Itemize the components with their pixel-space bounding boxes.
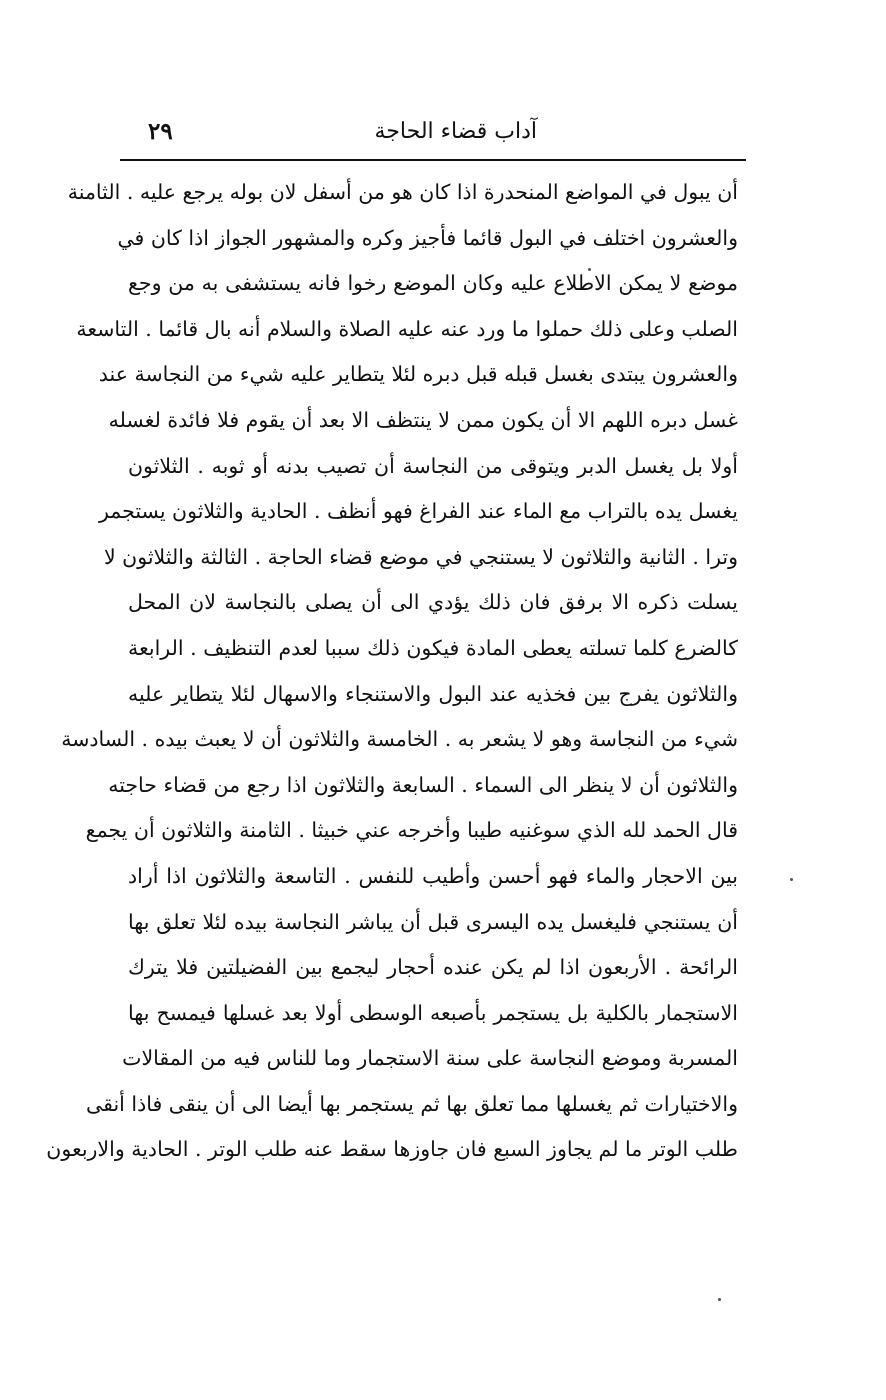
text-line: يسلت ذكره الا برفق فان ذلك يؤدي الى أن يصلى بالنجاسة لان المحل — [128, 590, 738, 615]
text-line: موضع لا يمكن الاطلاع عليه وكان الموضع رخوا فانه يستشفى به من وجع — [128, 271, 738, 296]
scan-speck — [718, 1298, 721, 1301]
text-line: الاستجمار بالكلية بل يستجمر بأصبعه الوسطى أولا بعد غسلها فيمسح بها — [128, 1000, 738, 1025]
text-line: غسل دبره اللهم الا أن يكون ممن لا ينتظف الا بعد أن يقوم فلا فائدة لغسله — [108, 407, 738, 432]
text-line: والثلاثون يفرج بين فخذيه عند البول والاستنجاء والاسهال لئلا يتطاير عليه — [128, 681, 738, 706]
text-line: والعشرون اختلف في البول قائما فأجيز وكره والمشهور الجواز اذا كان في — [117, 225, 738, 250]
page-number: ٢٩ — [148, 118, 173, 145]
text-line: أولا بل يغسل الدبر ويتوقى من النجاسة أن تصيب بدنه أو ثوبه . الثلاثون — [128, 453, 738, 478]
text-line: والاختيارات ثم يغسلها مما تعلق بها ثم يستجمر بها أيضا الى أن ينقى فاذا أنقى — [86, 1091, 738, 1116]
scan-speck — [588, 268, 591, 271]
body-text — [46, 170, 738, 1173]
text-line: الصلب وعلى ذلك حملوا ما ورد عنه عليه الصلاة والسلام أنه بال قائما . التاسعة — [76, 316, 738, 341]
text-line: المسربة وموضع النجاسة على سنة الاستجمار وما للناس فيه من المقالات — [122, 1046, 738, 1071]
header-rule — [120, 159, 746, 161]
running-title: آداب قضاء الحاجة — [374, 119, 537, 144]
scan-speck — [790, 878, 793, 881]
text-line: والثلاثون أن لا ينظر الى السماء . السابعة والثلاثون اذا رجع من قضاء حاجته — [108, 772, 738, 797]
text-line: قال الحمد لله الذي سوغنيه طيبا وأخرجه عني خبيثا . الثامنة والثلاثون أن يجمع — [85, 818, 738, 843]
text-line: بين الاحجار والماء فهو أحسن وأطيب للنفس . التاسعة والثلاثون اذا أراد — [128, 863, 738, 888]
text-line: وترا . الثانية والثلاثون لا يستنجي في موضع قضاء الحاجة . الثالثة والثلاثون لا — [103, 544, 738, 569]
text-line: يغسل يده بالتراب مع الماء عند الفراغ فهو أنظف . الحادية والثلاثون يستجمر — [98, 499, 738, 524]
text-line: أن يبول في المواضع المنحدرة اذا كان هو من أسفل لان بوله يرجع عليه . الثامنة — [67, 180, 738, 204]
text-line: طلب الوتر ما لم يجاوز السبع فان جاوزها سقط عنه طلب الوتر . الحادية والاربعون — [46, 1137, 738, 1162]
text-line: شيء من النجاسة وهو لا يشعر به . الخامسة والثلاثون أن لا يعبث بيده . السادسة — [61, 727, 738, 752]
text-line: كالضرع كلما تسلته يعطى المادة فيكون ذلك سببا لعدم التنظيف . الرابعة — [128, 635, 738, 660]
text-line: أن يستنجي فليغسل يده اليسرى قبل أن يباشر النجاسة بيده لئلا تعلق بها — [128, 909, 738, 934]
running-header — [122, 112, 747, 158]
text-line: والعشرون يبتدى بغسل قبله قبل دبره لئلا يتطاير عليه شيء من النجاسة عند — [98, 362, 738, 387]
text-line: الرائحة . الأربعون اذا لم يكن عنده أحجار ليجمع بين الفضيلتين فلا يترك — [128, 955, 738, 980]
